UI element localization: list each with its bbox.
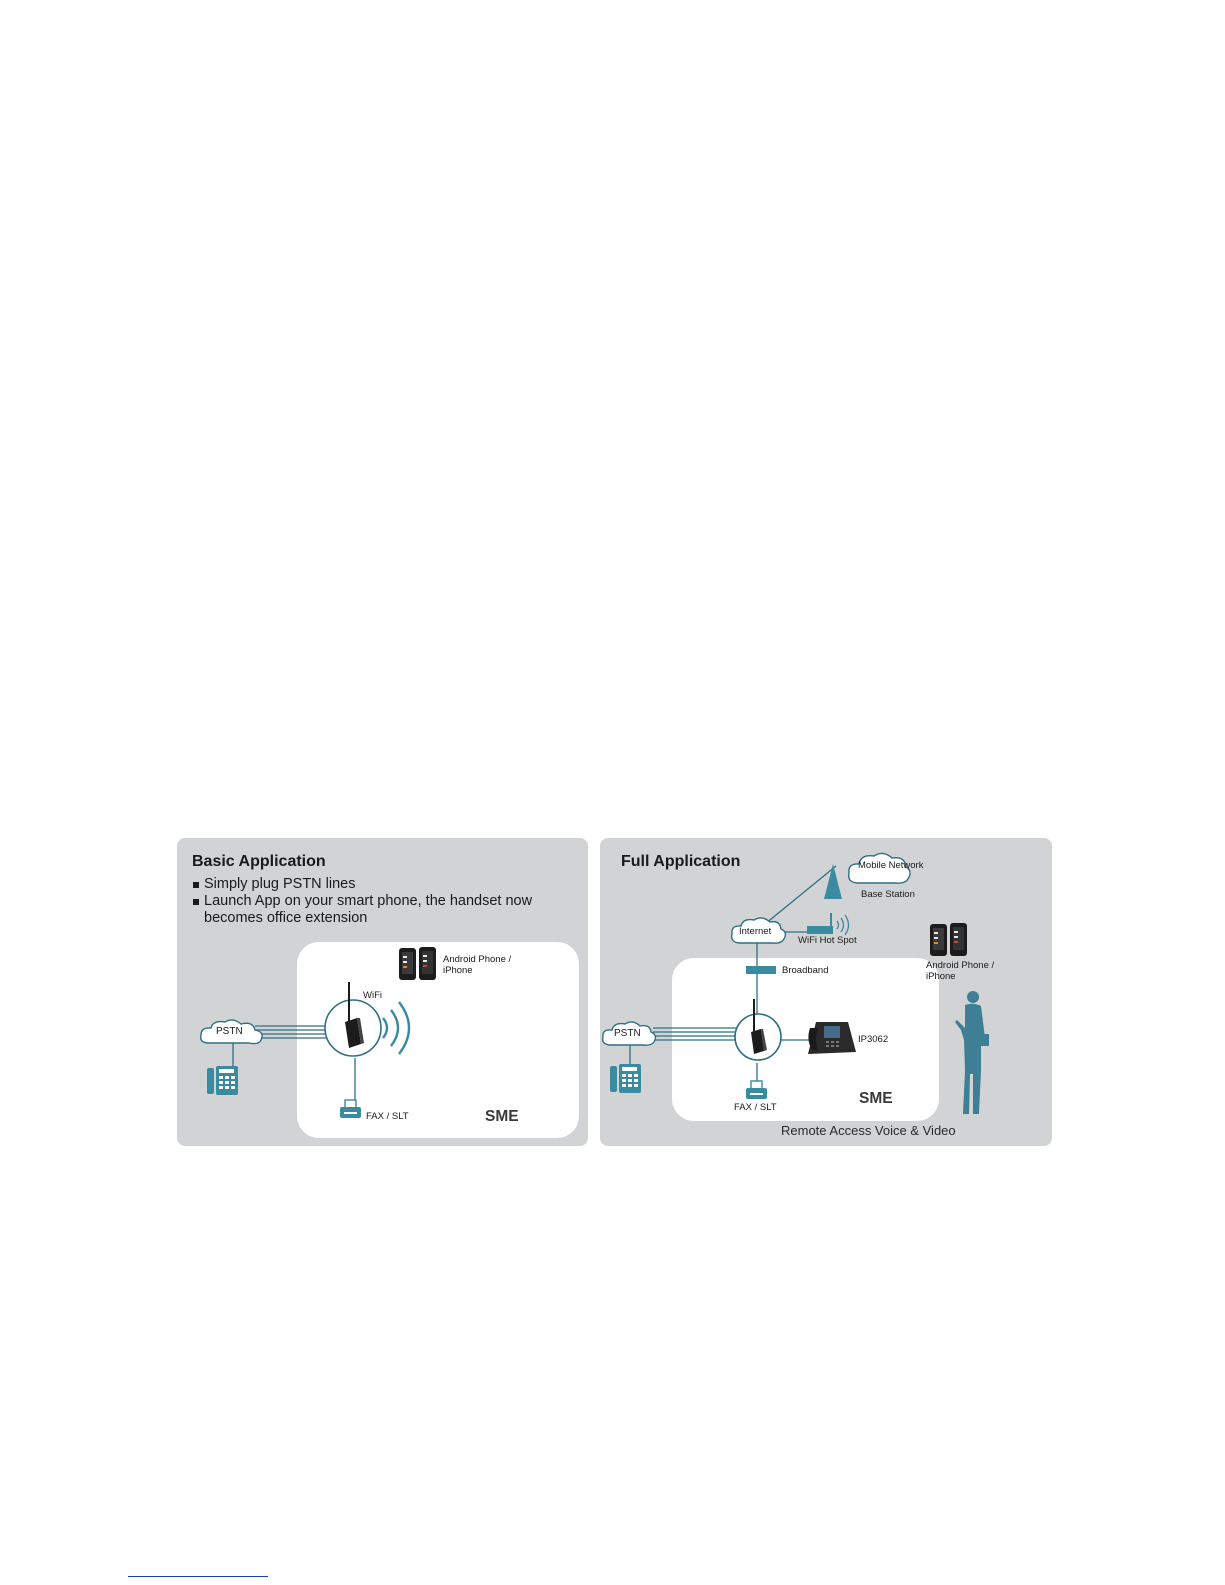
wifi-router-icon bbox=[734, 1013, 782, 1061]
basic-connection-lines bbox=[177, 838, 588, 1146]
basic-bullet-item: Launch App on your smart phone, the handset now becomes office extension bbox=[192, 893, 577, 927]
broadband-label: Broadband bbox=[782, 965, 829, 976]
internet-label: Internet bbox=[739, 926, 772, 937]
wifi-waves-icon bbox=[377, 998, 422, 1058]
desk-phone-icon bbox=[610, 1064, 644, 1094]
full-application-panel bbox=[600, 838, 1052, 1146]
base-station-tower-icon bbox=[822, 864, 844, 900]
basic-bullet-item: Simply plug PSTN lines bbox=[192, 876, 577, 893]
smartphones-icon bbox=[930, 923, 970, 957]
wifi-router-icon bbox=[323, 998, 383, 1058]
fax-icon bbox=[340, 1100, 362, 1120]
smartphones-icon bbox=[399, 947, 439, 981]
ip-phone-icon bbox=[806, 1020, 858, 1056]
pstn-label: PSTN bbox=[216, 1026, 243, 1037]
pstn-label: PSTN bbox=[614, 1028, 641, 1039]
sme-label: SME bbox=[485, 1108, 519, 1125]
basic-title: Basic Application bbox=[192, 853, 326, 870]
basic-application-panel bbox=[177, 838, 588, 1146]
remote-user-icon bbox=[955, 990, 995, 1116]
base-station-label: Base Station bbox=[861, 889, 915, 900]
smartphones-label: Android Phone / iPhone bbox=[443, 954, 512, 976]
sme-label: SME bbox=[859, 1090, 893, 1107]
wifi-hotspot-label: WiFi Hot Spot bbox=[798, 935, 857, 946]
desk-phone-icon bbox=[207, 1066, 241, 1096]
full-title: Full Application bbox=[621, 853, 741, 870]
mobile-network-label: Mobile Network bbox=[858, 860, 924, 871]
fax-label: FAX / SLT bbox=[366, 1111, 409, 1122]
broadband-modem-icon bbox=[746, 966, 776, 974]
smartphones-label: Android Phone / iPhone bbox=[926, 960, 995, 982]
fax-label: FAX / SLT bbox=[734, 1102, 777, 1113]
wifi-label: WiFi bbox=[363, 990, 382, 1001]
wifi-hotspot-icon bbox=[805, 913, 855, 937]
ip-phone-label: IP3062 bbox=[858, 1034, 889, 1045]
remote-access-label: Remote Access Voice & Video bbox=[781, 1123, 956, 1138]
footer-rule bbox=[128, 1576, 268, 1577]
fax-icon bbox=[746, 1081, 768, 1101]
